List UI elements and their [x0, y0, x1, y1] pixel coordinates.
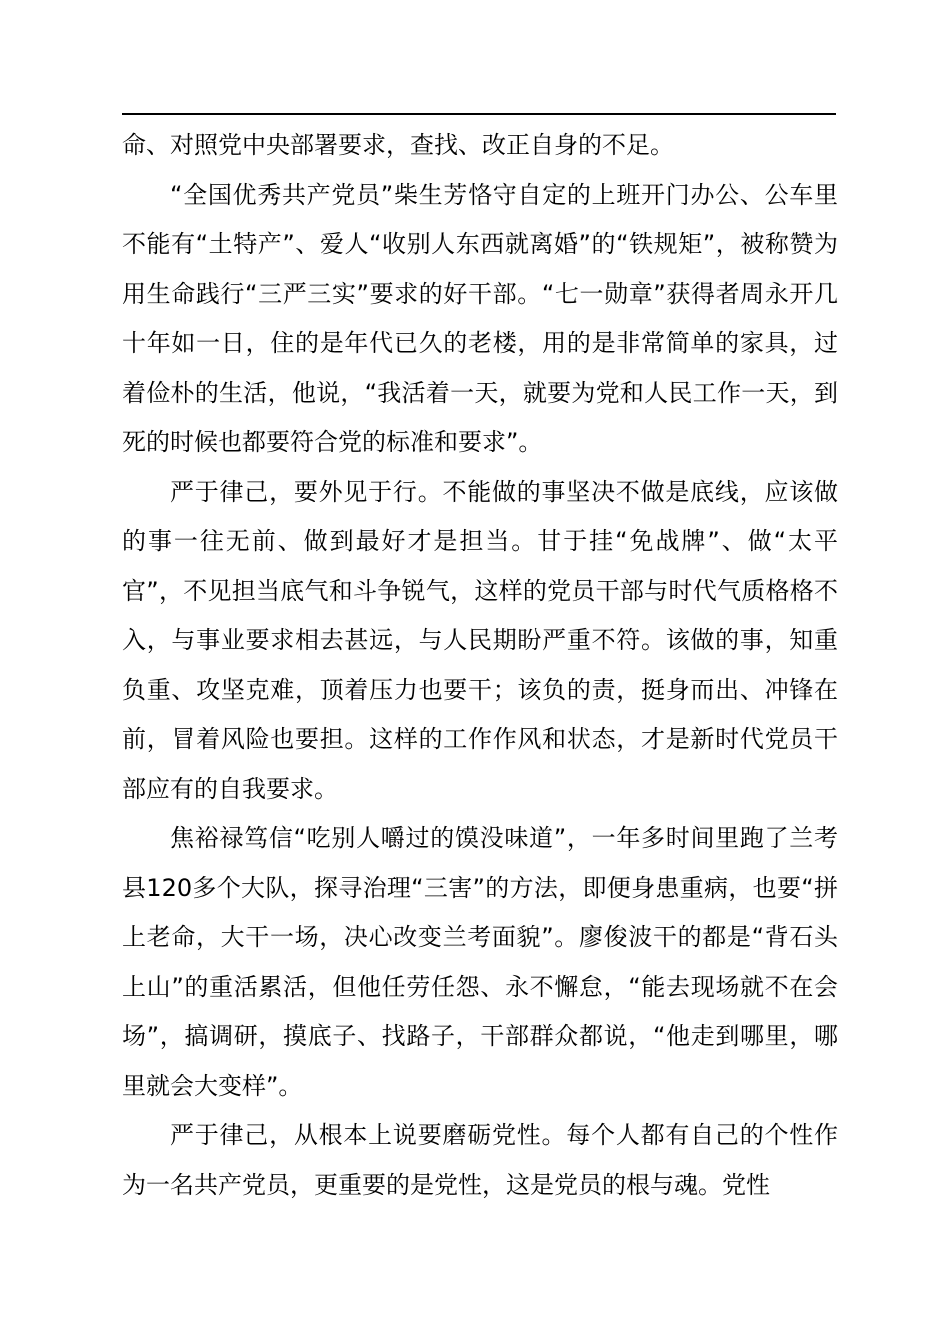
paragraph-4: 严于律己，从根本上说要磨砺党性。每个人都有自己的个性作为一名共产党员，更重要的是党性，这是党员的根与魂。党性	[122, 1121, 838, 1199]
paragraph-0: 命、对照党中央部署要求，查找、改正自身的不足。	[122, 131, 674, 159]
document-body	[122, 121, 838, 1210]
paragraph-3: 焦裕禄笃信“吃别人嚼过的馍没味道”，一年多时间里跑了兰考县120多个大队，探寻治理“三害”的方法，即便身患重病，也要“拼上老命，大干一场，决心改变兰考面貌”。廖俊波干的都是“背石头上山”的重活累活，但他任劳任怨、永不懈怠，“能去现场就不在会场”，搞调研，摸底子、找路子，干部群众都说，“他走到哪里，哪里就会大变样”。	[122, 824, 838, 1100]
paragraph-1: “全国优秀共产党员”柴生芳恪守自定的上班开门办公、公车里不能有“土特产”、爱人“收别人东西就离婚”的“铁规矩”，被称赞为用生命践行“三严三实”要求的好干部。“七一勋章”获得者周永开几十年如一日，住的是年代已久的老楼，用的是非常简单的家具，过着俭朴的生活，他说，“我活着一天，就要为党和人民工作一天，到死的时候也都要符合党的标准和要求”。	[122, 180, 838, 456]
paragraph-2: 严于律己，要外见于行。不能做的事坚决不做是底线，应该做的事一往无前、做到最好才是担当。甘于挂“免战牌”、做“太平官”，不见担当底气和斗争锐气，这样的党员干部与时代气质格格不入，与事业要求相去甚远，与人民期盼严重不符。该做的事，知重负重、攻坚克难，顶着压力也要干；该负的责，挺身而出、冲锋在前，冒着风险也要担。这样的工作作风和状态，才是新时代党员干部应有的自我要求。	[122, 477, 838, 803]
header-rule	[122, 113, 836, 115]
